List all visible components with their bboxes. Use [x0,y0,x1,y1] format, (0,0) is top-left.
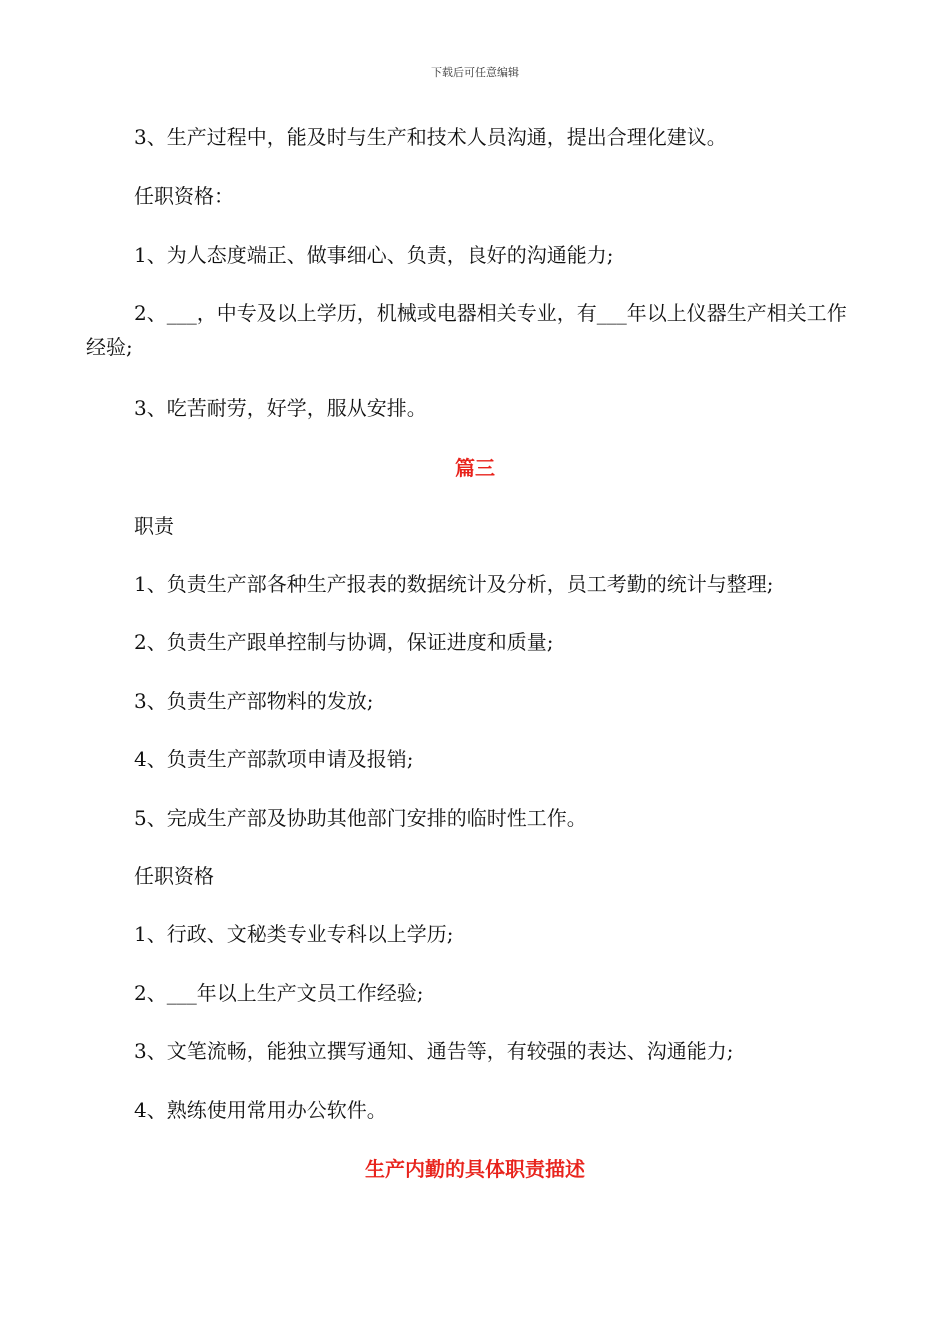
section-title: 篇三 [455,456,495,480]
qualification-label: 任职资格： [134,184,234,208]
list-item: 4、熟练使用常用办公软件。 [134,1098,387,1122]
footer-heading: 生产内勤的具体职责描述 [365,1157,585,1181]
list-item: 1、为人态度端正、做事细心、负责，良好的沟通能力; [134,243,614,267]
list-item: 2、___年以上生产文员工作经验; [134,981,424,1005]
duties-label: 职责 [134,514,174,538]
list-item: 3、吃苦耐劳，好学，服从安排。 [134,396,427,420]
list-item: 4、负责生产部款项申请及报销; [134,747,414,771]
list-item: 3、文笔流畅，能独立撰写通知、通告等，有较强的表达、沟通能力; [134,1039,734,1063]
list-item: 2、___，中专及以上学历，机械或电器相关专业，有___年以上仪器生产相关工作经验; [86,301,847,359]
qualification-label: 任职资格 [134,864,214,888]
list-item: 3、生产过程中，能及时与生产和技术人员沟通，提出合理化建议。 [134,125,727,149]
page-header: 下载后可任意编辑 [431,66,519,79]
list-item: 2、负责生产跟单控制与协调，保证进度和质量; [134,630,554,654]
list-item: 5、完成生产部及协助其他部门安排的临时性工作。 [134,806,587,830]
list-item: 1、行政、文秘类专业专科以上学历; [134,922,454,946]
list-item: 3、负责生产部物料的发放; [134,689,374,713]
list-item: 1、负责生产部各种生产报表的数据统计及分析，员工考勤的统计与整理; [134,572,774,596]
